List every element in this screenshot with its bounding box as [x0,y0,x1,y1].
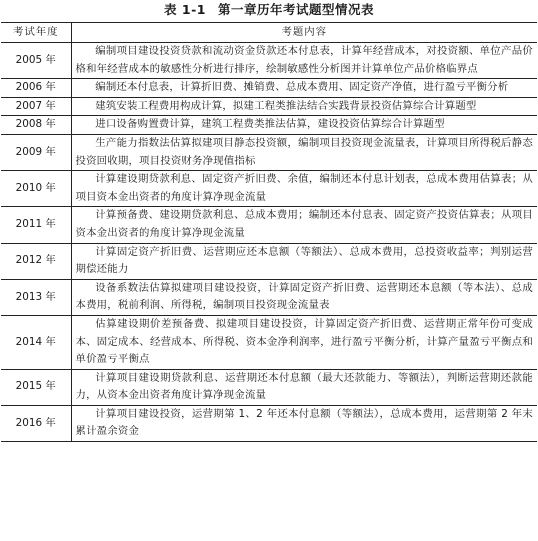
row-year: 2013 年 [1,279,71,315]
row-content: 进口设备购置费计算，建筑工程费类推法估算，建设投资估算综合计算题型 [71,116,537,135]
table-row [1,405,537,441]
row-year: 2015 年 [1,369,71,405]
row-year: 2006 年 [1,79,71,98]
header-row [1,23,537,43]
table-row [1,243,537,279]
row-year: 2014 年 [1,315,71,369]
table-row [1,134,537,170]
table-row [1,279,537,315]
header-year: 考试年度 [1,23,71,43]
table-title: 第一章历年考试题型情况表 [217,2,374,17]
row-year: 2005 年 [1,43,71,79]
row-content: 计算项目建设期贷款利息、运营期还本付息额（最大还款能力、等额法），判断运营期还款能力，从资本金出资者角度计算净现金流量 [71,369,537,405]
row-content: 计算建设期贷款利息、固定资产折旧费、余值，编制还本付息计划表，总成本费用估算表；从项目资本金出资者的角度计算净现金流量 [71,171,537,207]
row-year: 2011 年 [1,207,71,243]
exam-topics-table [1,22,537,442]
row-content: 估算建设期价差预备费、拟建项目建设投资，计算固定资产折旧费、运营期正常年份可变成本、固定成本、经营成本、所得税、资本金净利润率，进行盈亏平衡分析，计算产量盈亏平衡点和单价盈亏平衡点 [71,315,537,369]
row-content: 生产能力指数法估算拟建项目静态投资额，编制项目投资现金流量表，计算项目所得税后静态投资回收期，项目投资财务净现值指标 [71,134,537,170]
row-year: 2007 年 [1,97,71,116]
table-row [1,171,537,207]
table-row [1,315,537,369]
table-row [1,79,537,98]
row-year: 2016 年 [1,405,71,441]
row-content: 设备系数法估算拟建项目建设投资，计算固定资产折旧费、运营期还本息额（等本法）、总成本费用，税前利润、所得税，编制项目投资现金流量表 [71,279,537,315]
row-content: 编制项目建设投资贷款和流动资金贷款还本付息表，计算年经营成本，对投资额、单位产品价格和年经营成本的敏感性分析进行排序，绘制敏感性分析图并计算单位产品价格临界点 [71,43,537,79]
row-year: 2012 年 [1,243,71,279]
table-caption [0,2,538,18]
table-row [1,369,537,405]
table-number: 表 1-1 [164,2,206,17]
row-content: 计算项目建设投资，运营期第 1、2 年还本付息额（等额法），总成本费用，运营期第 2 年末累计盈余资金 [71,405,537,441]
row-content: 计算固定资产折旧费、运营期应还本息额（等额法）、总成本费用，总投资收益率；判别运营期偿还能力 [71,243,537,279]
table-row [1,97,537,116]
table-row [1,43,537,79]
header-content: 考题内容 [71,23,537,43]
row-year: 2010 年 [1,171,71,207]
table-row [1,207,537,243]
row-year: 2009 年 [1,134,71,170]
row-content: 计算预备费、建设期贷款利息、总成本费用；编制还本付息表、固定资产投资估算表；从项目资本金出资者的角度计算净现金流量 [71,207,537,243]
row-year: 2008 年 [1,116,71,135]
row-content: 编制还本付息表，计算折旧费、摊销费、总成本费用、固定资产净值，进行盈亏平衡分析 [71,79,537,98]
table-row [1,116,537,135]
row-content: 建筑安装工程费用构成计算，拟建工程类推法结合实践背景投资估算综合计算题型 [71,97,537,116]
